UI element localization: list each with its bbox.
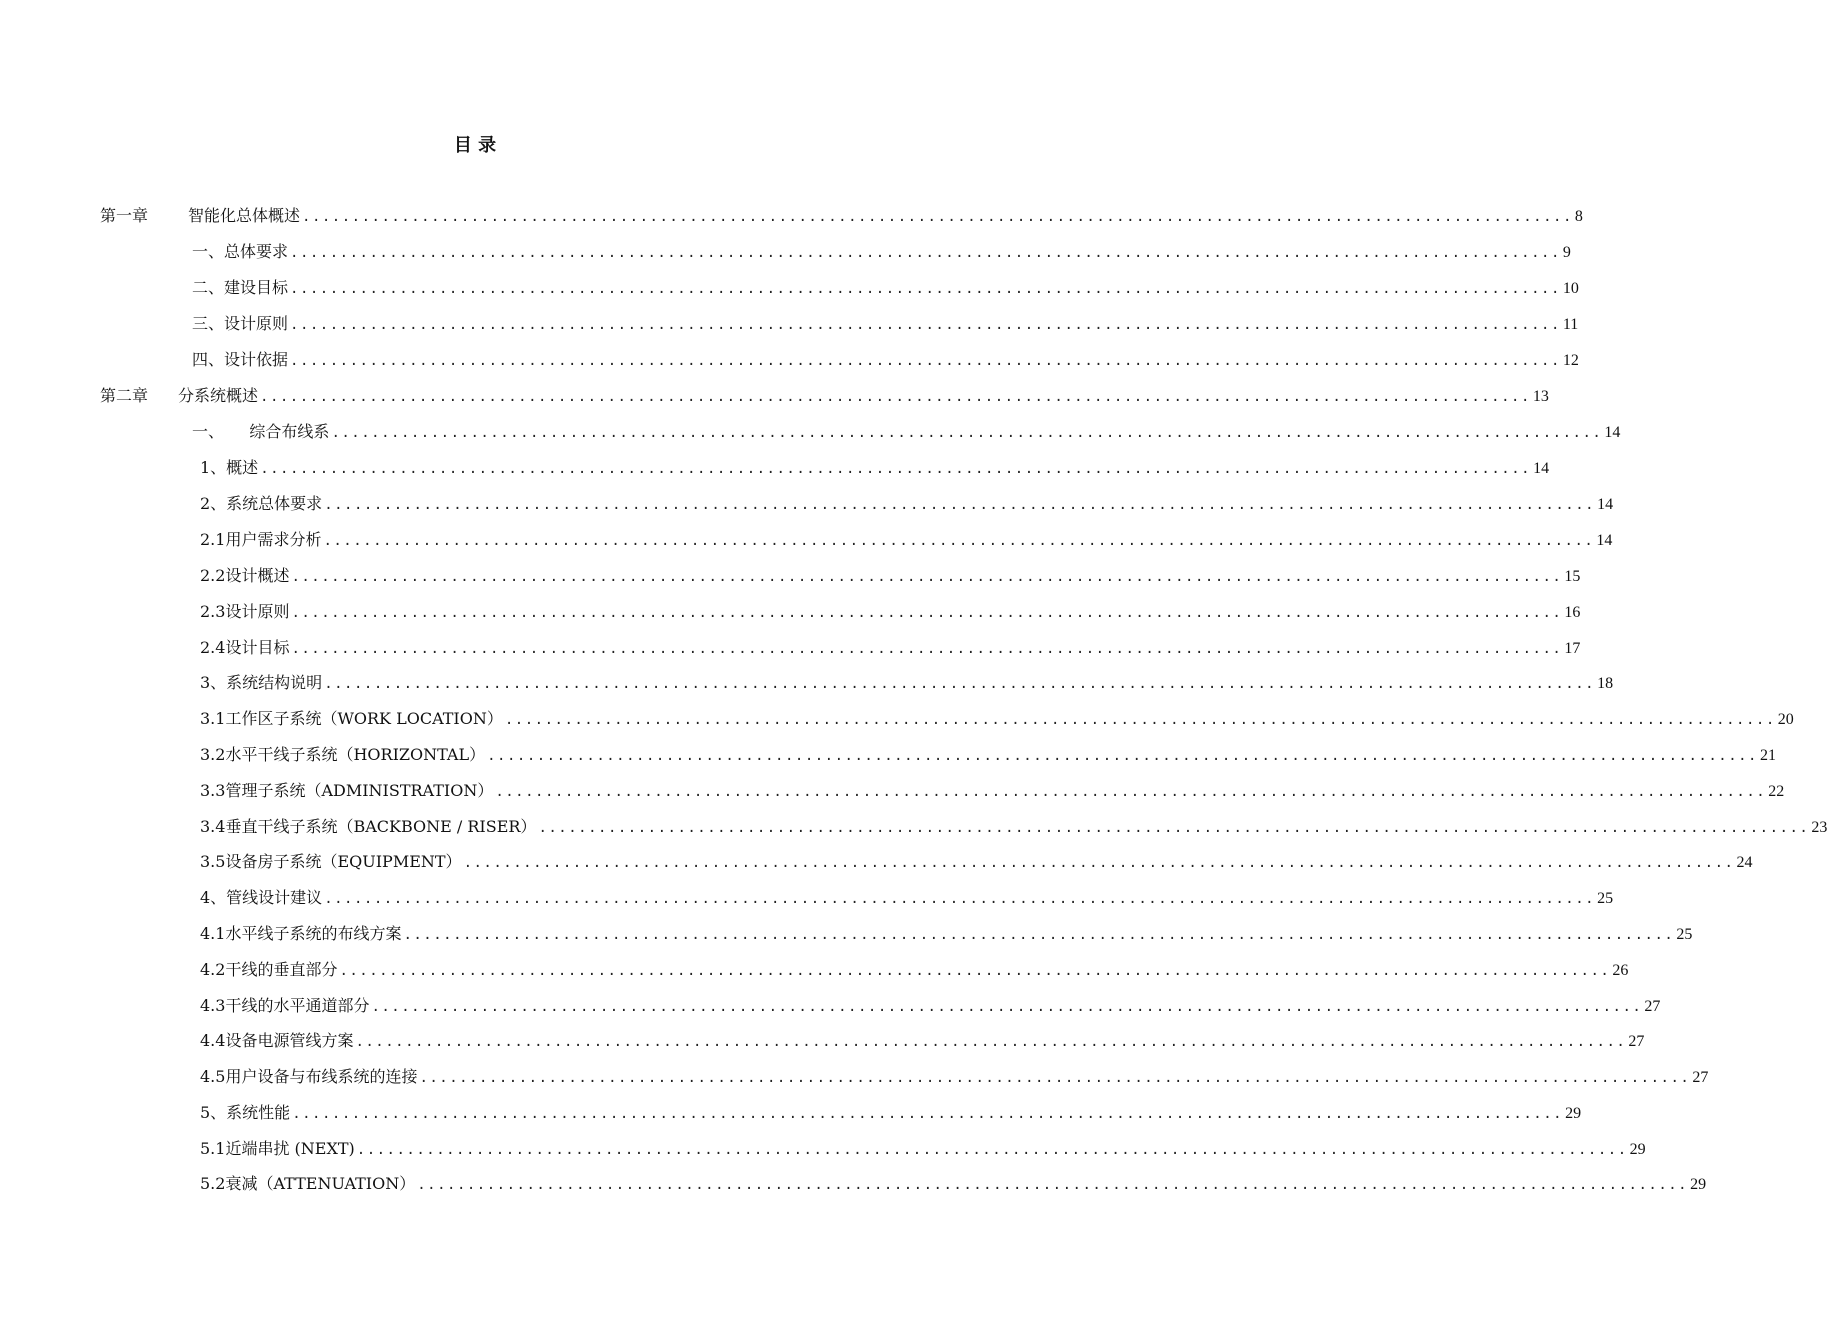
entry-text: 一、 综合布线系 [192,422,330,441]
dot-leader: ................................................................................................................................ [323,533,1595,549]
page-number: 26 [1612,962,1629,979]
page-number: 14 [1604,424,1621,441]
toc-title: 目 录 [453,135,497,156]
dot-leader: ................................................................................................................................ [356,1142,1628,1158]
toc-entry[interactable] [200,959,1629,982]
toc-entry[interactable] [192,421,1621,444]
entry-text: 三、设计原则 [192,314,289,333]
page-number: 27 [1628,1033,1645,1050]
dot-leader: ................................................................................................................................ [371,999,1643,1015]
toc-entry[interactable] [192,241,1571,264]
entry-text: 3.4垂直干线子系统（BACKBONE / RISER） [200,817,537,836]
dot-leader: ................................................................................................................................ [324,497,1596,513]
dot-leader: ................................................................................................................................ [419,1070,1691,1086]
toc-entry[interactable] [200,1173,1707,1196]
dot-leader: ................................................................................................................................ [291,605,1563,621]
page-number: 27 [1692,1069,1709,1086]
dot-leader: ................................................................................................................................ [302,209,1573,225]
dot-leader: ................................................................................................................................ [290,317,1561,333]
toc-entry[interactable] [200,601,1581,624]
dot-leader: ................................................................................................................................ [324,676,1596,692]
entry-text: 2、系统总体要求 [200,494,323,513]
toc-entry[interactable] [200,529,1613,552]
entry-text: 二、建设目标 [192,278,289,297]
toc-entry[interactable] [192,349,1579,372]
toc-entry[interactable] [192,313,1579,336]
toc-entry[interactable] [200,816,1827,839]
toc-entry[interactable] [200,672,1614,695]
entry-text: 3.5设备房子系统（EQUIPMENT） [200,852,462,871]
toc-entry[interactable] [200,923,1693,946]
entry-text: 四、设计依据 [192,350,289,369]
toc-entry[interactable] [200,851,1753,874]
entry-text: 智能化总体概述 [188,206,301,225]
entry-text: 3.1工作区子系统（WORK LOCATION） [200,709,503,728]
dot-leader: ................................................................................................................................ [331,425,1603,441]
entry-text: 3.3管理子系统（ADMINISTRATION） [200,781,494,800]
dot-leader: ................................................................................................................................ [538,820,1810,836]
entry-text: 5.1近端串扰 (NEXT) [200,1139,355,1158]
entry-text: 4.2干线的垂直部分 [200,960,338,979]
toc-entry[interactable] [192,277,1579,300]
toc-entry[interactable] [200,1138,1646,1161]
dot-leader: ................................................................................................................................ [290,353,1561,369]
page-number: 27 [1644,998,1661,1015]
dot-leader: ................................................................................................................................ [291,569,1563,585]
page-number: 29 [1629,1141,1646,1158]
dot-leader: ................................................................................................................................ [290,245,1561,261]
page-number: 29 [1565,1105,1582,1122]
page-number: 12 [1562,352,1579,369]
dot-leader: ................................................................................................................................ [324,891,1596,907]
page-number: 14 [1533,460,1550,477]
toc-entry[interactable] [200,1102,1582,1125]
dot-leader: ................................................................................................................................ [291,641,1563,657]
page-number: 9 [1562,244,1571,261]
toc-entry[interactable] [200,744,1776,767]
dot-leader: ................................................................................................................................ [260,389,1531,405]
dot-leader: ................................................................................................................................ [504,712,1776,728]
page-number: 11 [1562,316,1579,333]
toc-entry[interactable] [200,1066,1709,1089]
dot-leader: ................................................................................................................................ [292,1106,1564,1122]
toc-entry[interactable] [100,205,1583,228]
toc-entry[interactable] [200,995,1661,1018]
entry-text: 2.2设计概述 [200,566,290,585]
page-number: 21 [1759,747,1776,764]
entry-text: 分系统概述 [178,386,259,405]
entry-text: 3.2水平干线子系统（HORIZONTAL） [200,745,486,764]
dot-leader: ................................................................................................................................ [290,281,1561,297]
toc-entry[interactable] [200,637,1581,660]
entry-text: 4.3干线的水平通道部分 [200,996,370,1015]
toc-entry[interactable] [200,1030,1645,1053]
page-number: 24 [1736,854,1753,871]
toc-entry[interactable] [200,887,1614,910]
page-number: 25 [1597,890,1614,907]
page-number: 25 [1676,926,1693,943]
toc-entry[interactable] [200,708,1794,731]
page-number: 14 [1596,532,1613,549]
entry-text: 1、概述 [200,458,259,477]
page-number: 10 [1562,280,1579,297]
entry-text: 3、系统结构说明 [200,673,323,692]
dot-leader: ................................................................................................................................ [463,855,1735,871]
entry-text: 2.1用户需求分析 [200,530,322,549]
dot-leader: ................................................................................................................................ [403,927,1675,943]
toc-entry[interactable] [200,565,1581,588]
dot-leader: ................................................................................................................................ [487,748,1758,764]
page-number: 22 [1768,783,1785,800]
toc-entry[interactable] [200,780,1785,803]
page-number: 18 [1597,675,1614,692]
dot-leader: ................................................................................................................................ [260,461,1532,477]
entry-text: 2.4设计目标 [200,638,290,657]
entry-text: 5.2衰减（ATTENUATION） [200,1174,416,1193]
page-number: 29 [1690,1176,1707,1193]
chapter-label: 第一章 [100,206,149,225]
entry-text: 4.5用户设备与布线系统的连接 [200,1067,418,1086]
chapter-label: 第二章 [100,386,149,405]
page-number: 8 [1574,208,1583,225]
toc-entry[interactable] [200,457,1550,480]
entry-text: 5、系统性能 [200,1103,291,1122]
entry-text: 4.1水平线子系统的布线方案 [200,924,402,943]
page-number: 15 [1564,568,1581,585]
entry-text: 4、管线设计建议 [200,888,323,907]
entry-text: 一、总体要求 [192,242,289,261]
dot-leader: ................................................................................................................................ [339,963,1611,979]
dot-leader: ................................................................................................................................ [495,784,1767,800]
page-number: 16 [1564,604,1581,621]
page-number: 17 [1564,640,1581,657]
page-number: 14 [1597,496,1614,513]
dot-leader: ................................................................................................................................ [355,1034,1627,1050]
dot-leader: ................................................................................................................................ [417,1177,1689,1193]
page-number: 13 [1532,388,1549,405]
toc-entry[interactable] [100,385,1549,408]
page-number: 20 [1777,711,1794,728]
toc-entry[interactable] [200,493,1614,516]
page-number: 23 [1811,819,1827,836]
entry-text: 2.3设计原则 [200,602,290,621]
entry-text: 4.4设备电源管线方案 [200,1031,354,1050]
